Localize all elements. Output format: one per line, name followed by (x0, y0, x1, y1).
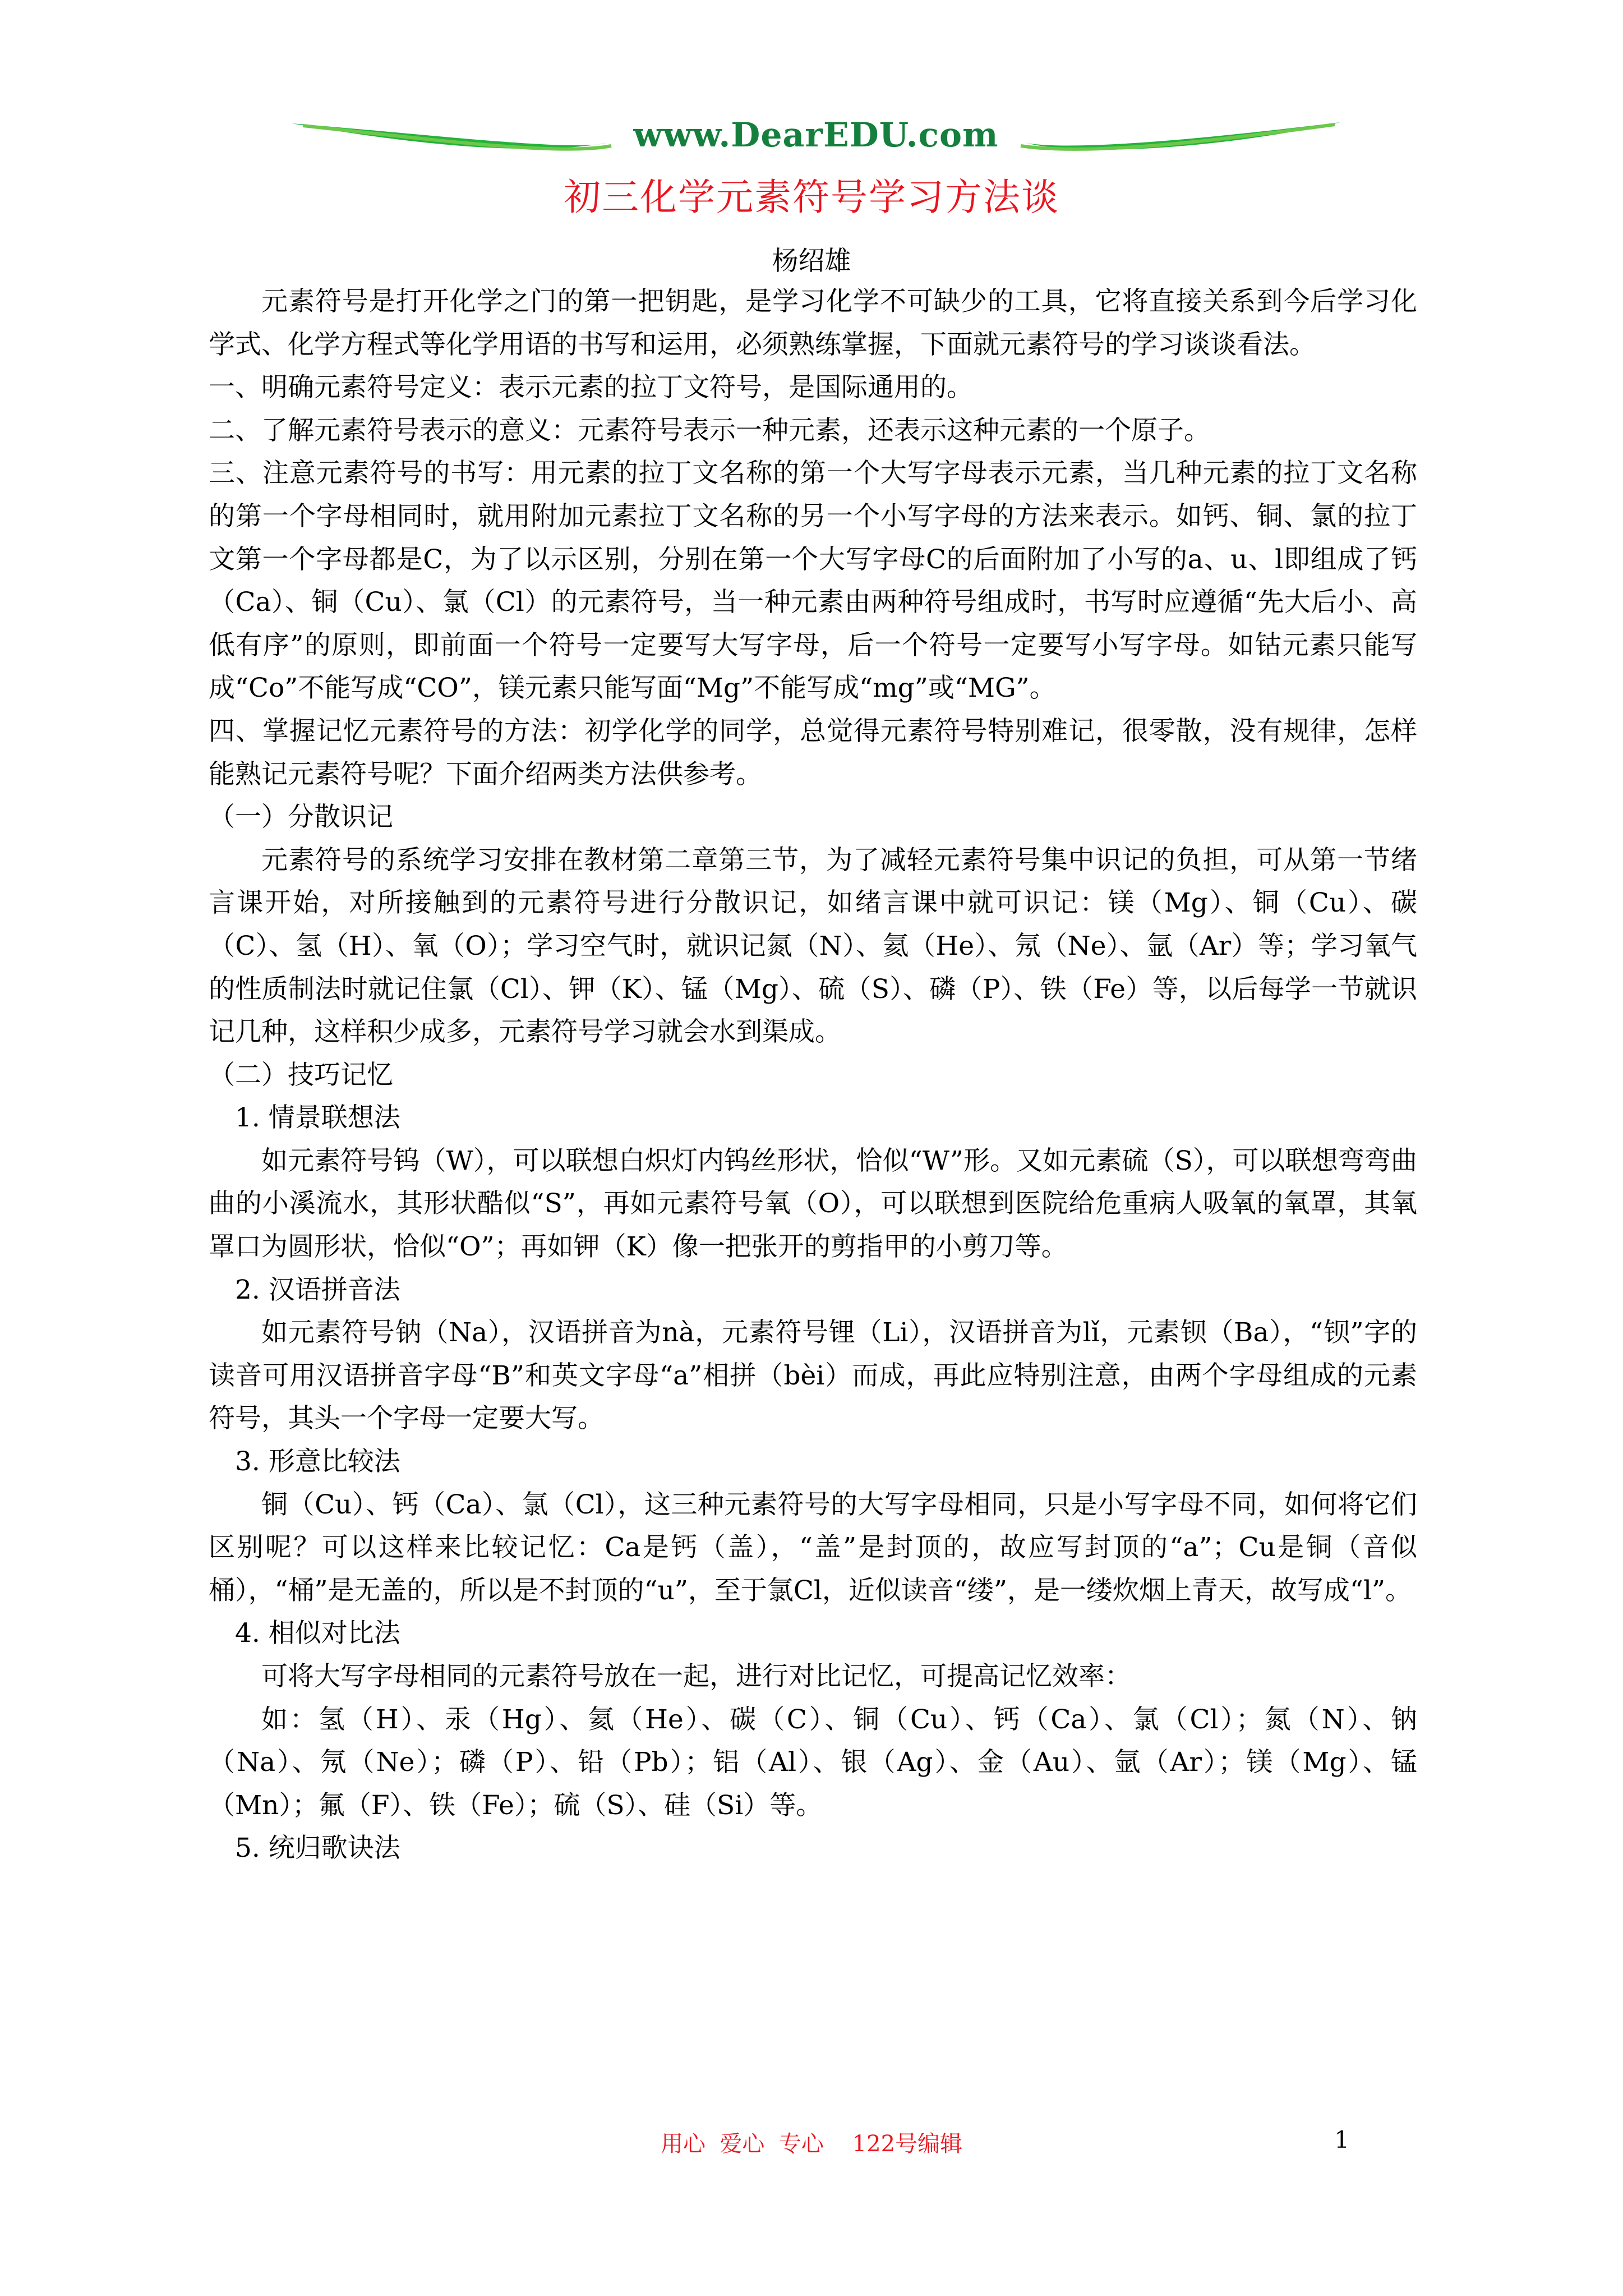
method-4-text-1: 可将大写字母相同的元素符号放在一起，进行对比记忆，可提高记忆效率： (261, 1661, 1131, 1692)
method-3-text: 铜（Cu）、钙（Ca）、氯（Cl），这三种元素符号的大写字母相同，只是小写字母不同，如何将它们区别呢？可以这样来比较记忆：Ca是钙（盖），“盖”是封顶的，故应写封顶的“a”；Cu是铜（音似桶），“桶”是无盖的，所以是不封顶的“u”，至于氯Cl，近似读音“缕”，是一缕炊烟上青天，故写成“l”。 (209, 1489, 1417, 1606)
intro-paragraph: 元素符号是打开化学之门的第一把钥匙，是学习化学不可缺少的工具，它将直接关系到今后学习化学式、化学方程式等化学用语的书写和运用，必须熟练掌握，下面就元素符号的学习谈谈看法。 (209, 286, 1417, 360)
section-3: 三、注意元素符号的书写：用元素的拉丁文名称的第一个大写字母表示元素，当几种元素的拉丁文名称的第一个字母相同时，就用附加元素拉丁文名称的另一个小写字母的方法来表示。如钙、铜、氯的拉丁文第一个字母都是C，为了以示区别，分别在第一个大写字母C的后面附加了小写的a、u、l即组成了钙（Ca）、铜（Cu）、氯（Cl）的元素符号，当一种元素由两种符号组成时，书写时应遵循“先大后小、高低有序”的原则，即前面一个符号一定要写大写字母，后一个符号一定要写小写字母。如钴元素只能写成“Co”不能写成“CO”，镁元素只能写面“Mg”不能写成“mg”或“MG”。 (209, 458, 1417, 704)
page-footer (0, 2126, 1623, 2160)
page-number: 1 (1334, 2126, 1349, 2154)
section-1: 一、明确元素符号定义：表示元素的拉丁文符号，是国际通用的。 (209, 372, 973, 403)
site-banner (292, 112, 1340, 168)
site-url: www.DearEDU.com (633, 116, 999, 155)
method-1-text: 如元素符号钨（W），可以联想白炽灯内钨丝形状，恰似“W”形。又如元素硫（S），可以联想弯弯曲曲的小溪流水，其形状酷似“S”，再如元素符号氧（O），可以联想到医院给危重病人吸氧的氧罩，其氧罩口为圆形状，恰似“O”；再如钾（K）像一把张开的剪指甲的小剪刀等。 (209, 1145, 1417, 1263)
section-4: 四、掌握记忆元素符号的方法：初学化学的同学，总觉得元素符号特别难记，很零散，没有规律，怎样能熟记元素符号呢？下面介绍两类方法供参考。 (209, 715, 1417, 790)
subsection-1-title: （一）分散识记 (209, 802, 393, 833)
subsection-2-title: （二）技巧记忆 (209, 1059, 393, 1091)
document-body (209, 280, 1417, 1870)
method-3-title: 3. 形意比较法 (235, 1446, 400, 1478)
method-5-title: 5. 统归歌诀法 (235, 1833, 400, 1864)
footer-editor-note: 用心 爱心 专心 122号编辑 (660, 2131, 963, 2157)
method-1-title: 1. 情景联想法 (235, 1102, 400, 1134)
method-2-text: 如元素符号钠（Na），汉语拼音为nà，元素符号锂（Li），汉语拼音为lǐ，元素钡（Ba），“钡”字的读音可用汉语拼音字母“B”和英文字母“a”相拼（bèi）而成，再此应特别注意，由两个字母组成的元素符号，其头一个字母一定要大写。 (209, 1317, 1417, 1434)
method-2-title: 2. 汉语拼音法 (235, 1274, 400, 1305)
section-2: 二、了解元素符号表示的意义：元素符号表示一种元素，还表示这种元素的一个原子。 (209, 415, 1210, 446)
method-4-title: 4. 相似对比法 (235, 1618, 400, 1649)
document-title: 初三化学元素符号学习方法谈 (564, 176, 1059, 219)
author-name: 杨绍雄 (772, 246, 851, 277)
subsection-1-text: 元素符号的系统学习安排在教材第二章第三节，为了减轻元素符号集中识记的负担，可从第一节绪言课开始，对所接触到的元素符号进行分散识记，如绪言课中就可识记：镁（Mg）、铜（Cu）、碳（C）、氢（H）、氧（O）；学习空气时，就识记氮（N）、氦（He）、氖（Ne）、氩（Ar）等；学习氧气的性质制法时就记住氯（Cl）、钾（K）、锰（Mg）、硫（S）、磷（P）、铁（Fe）等，以后每学一节就识记几种，这样积少成多，元素符号学习就会水到渠成。 (209, 844, 1417, 1048)
method-4-text-2: 如：氢（H）、汞（Hg）、氦（He）、碳（C）、铜（Cu）、钙（Ca）、氯（Cl）；氮（N）、钠（Na）、氖（Ne）；磷（P）、铅（Pb）；铝（Al）、银（Ag）、金（Au）、氩（Ar）；镁（Mg）、锰（Mn）；氟（F）、铁（Fe）；硫（S）、硅（Si）等。 (209, 1704, 1417, 1821)
